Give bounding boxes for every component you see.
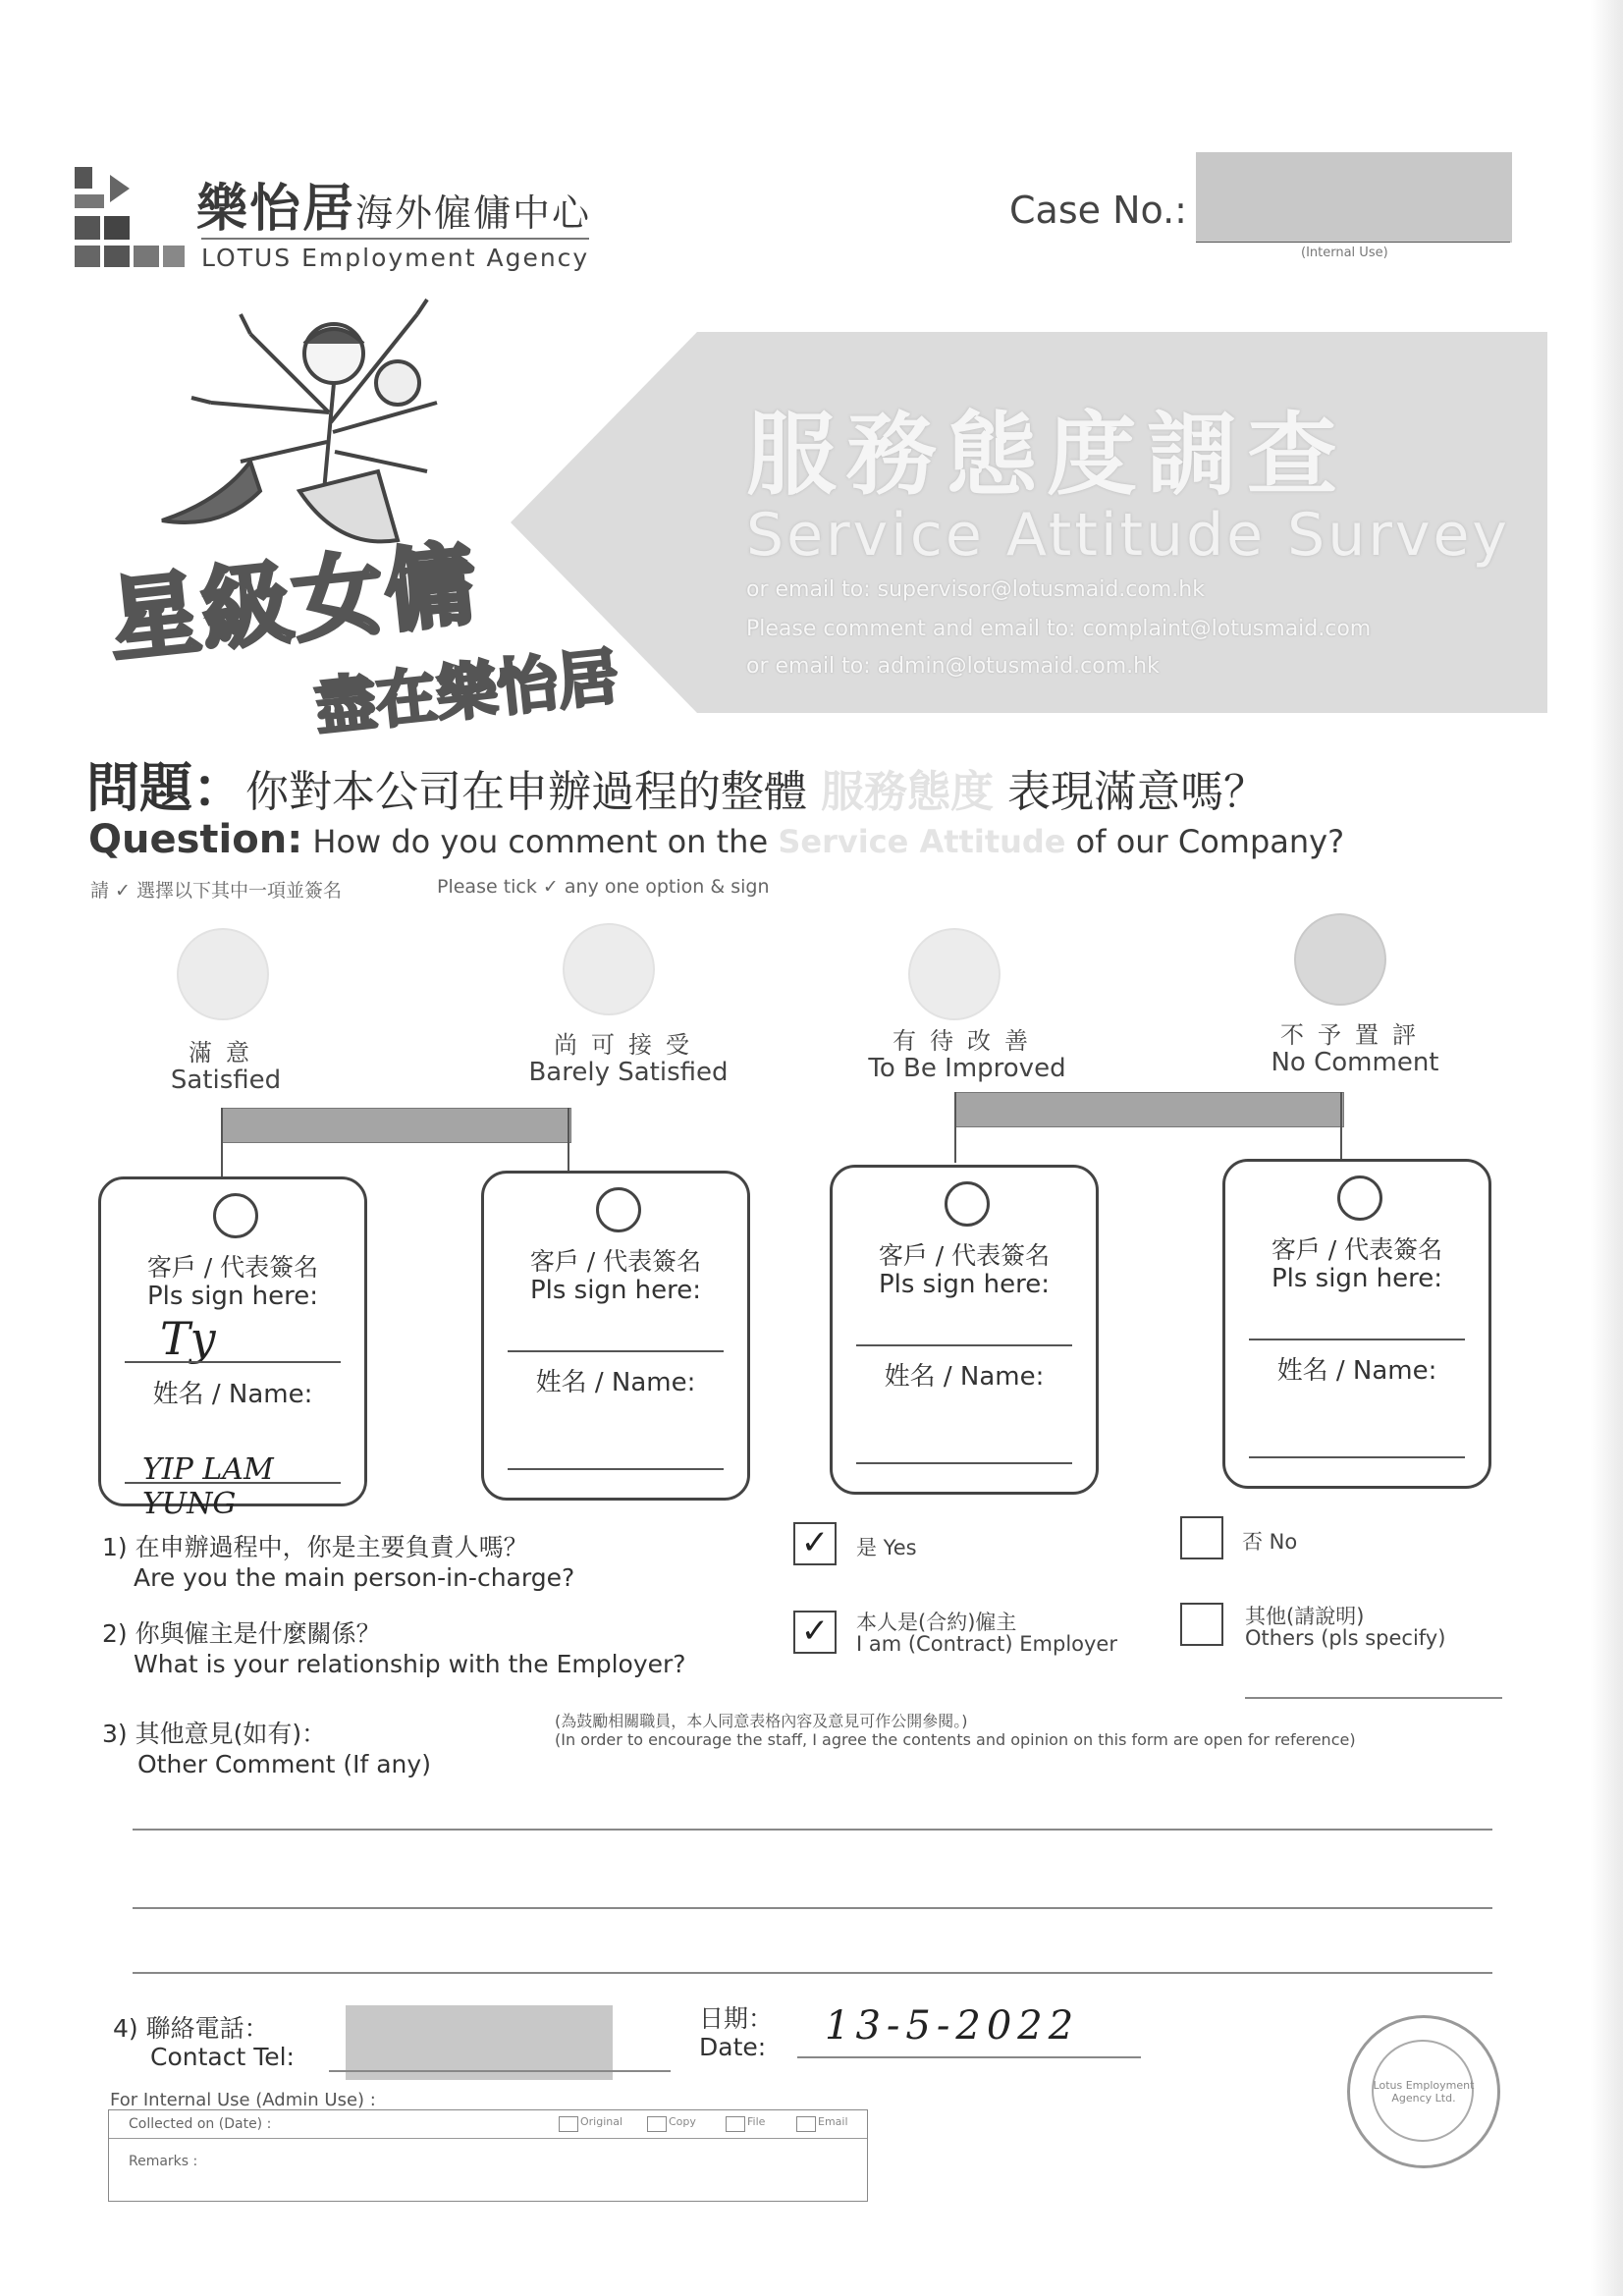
question-zh-faded: 服務態度 xyxy=(821,767,994,817)
slogan-sub: 盡在樂怡居 xyxy=(311,639,622,743)
date-label-zh: 日期： xyxy=(699,2004,774,2033)
name-line xyxy=(508,1468,724,1470)
name-line xyxy=(856,1462,1072,1464)
comment-line-1[interactable] xyxy=(133,1829,1492,1831)
connector-bar-right xyxy=(954,1092,1344,1127)
brand-zh-sub: 海外僱傭中心 xyxy=(355,191,592,235)
option-satisfied-en: Satisfied xyxy=(170,1066,282,1095)
q3-note-zh: (為鼓勵相關職員，本人同意表格內容及意見可作公開參閱。) xyxy=(555,1712,968,1730)
brand-zh-main: 樂怡居 xyxy=(196,180,356,239)
question-zh-part1: 你對本公司在申辦過程的整體 xyxy=(245,767,807,817)
date-line xyxy=(797,2056,1141,2058)
q2-employer-label-zh: 本人是(合約)僱主 xyxy=(856,1611,1017,1634)
card-ring xyxy=(945,1181,990,1227)
slogan-main: 星級女傭 xyxy=(104,530,483,675)
option-satisfied-zh: 滿意 xyxy=(189,1039,263,1066)
page-edge-shadow xyxy=(1591,0,1623,2296)
admin-cb-file-label: File xyxy=(747,2115,766,2128)
q3-zh: 3) 其他意見(如有)： xyxy=(102,1720,327,1748)
admin-checkbox-copy[interactable] xyxy=(647,2116,667,2132)
banner-line-1: or email to: supervisor@lotusmaid.com.hk xyxy=(746,577,1205,602)
card-sign-label-zh: 客戶 / 代表簽名 xyxy=(1271,1235,1443,1264)
signature-card-nocomment[interactable] xyxy=(1222,1159,1491,1489)
question-label-zh: 問題： xyxy=(86,757,245,819)
admin-cb-copy-label: Copy xyxy=(669,2115,696,2128)
question-en xyxy=(88,817,1344,862)
case-number-label: Case No.: xyxy=(1009,189,1187,232)
satisfied-face-icon xyxy=(177,928,269,1020)
q2-en: What is your relationship with the Employer? xyxy=(134,1650,686,1678)
case-number-line xyxy=(1196,242,1510,243)
banner-title-zh: 服務態度調查 xyxy=(746,403,1348,508)
q2-employer-label-en: I am (Contract) Employer xyxy=(856,1632,1117,1656)
option-barely-en: Barely Satisfied xyxy=(528,1058,729,1087)
connector-bar-left xyxy=(221,1108,571,1143)
question-en-faded: Service Attitude xyxy=(778,823,1066,860)
admin-collected-label: Collected on (Date) : xyxy=(129,2116,272,2132)
admin-box xyxy=(108,2109,868,2202)
q2-zh: 2) 你與僱主是什麼關係？ xyxy=(102,1619,381,1648)
question-zh xyxy=(86,746,1267,822)
admin-checkbox-file[interactable] xyxy=(726,2116,745,2132)
q4-zh: 4) 聯絡電話： xyxy=(113,2014,269,2043)
signature-card-barely[interactable] xyxy=(481,1171,750,1501)
connector-line xyxy=(568,1108,569,1171)
signature-line xyxy=(1249,1339,1465,1340)
signature-card-satisfied[interactable] xyxy=(98,1176,367,1521)
card-sign-label-en: Pls sign here: xyxy=(878,1270,1051,1299)
seal-text: Lotus Employment Agency Ltd. xyxy=(1373,2079,1475,2105)
card-ring xyxy=(213,1193,258,1238)
brand-name-en: LOTUS Employment Agency xyxy=(201,238,589,272)
option-improve-en: To Be Improved xyxy=(868,1054,1066,1083)
admin-row-divider xyxy=(109,2138,867,2139)
barely-satisfied-face-icon xyxy=(563,923,655,1015)
comment-line-2[interactable] xyxy=(133,1907,1492,1909)
q3-en: Other Comment (If any) xyxy=(137,1750,431,1778)
admin-checkbox-email[interactable] xyxy=(796,2116,816,2132)
q1-en: Are you the main person-in-charge? xyxy=(134,1563,575,1592)
logo-icon xyxy=(71,165,187,271)
contact-tel-line xyxy=(329,2070,671,2072)
q2-others-label-en: Others (pls specify) xyxy=(1245,1626,1446,1650)
instruction-en: Please tick ✓ any one option & sign xyxy=(437,876,770,898)
no-comment-face-icon xyxy=(1294,913,1386,1006)
signature-line xyxy=(856,1344,1072,1346)
case-number-redacted xyxy=(1196,152,1512,243)
question-en-part1: How do you comment on the xyxy=(312,823,769,860)
card-sign-label-en: Pls sign here: xyxy=(146,1282,319,1311)
signature-handwritten: Ty xyxy=(160,1312,216,1365)
name-line xyxy=(125,1482,341,1484)
banner-line-2: Please comment and email to: complaint@lotusmaid.com xyxy=(746,617,1372,641)
admin-checkbox-original[interactable] xyxy=(559,2116,578,2132)
connector-line xyxy=(1340,1092,1342,1161)
signature-card-improve[interactable] xyxy=(830,1165,1099,1495)
admin-title: For Internal Use (Admin Use) : xyxy=(110,2090,376,2110)
date-handwritten: 13-5-2022 xyxy=(825,2003,1080,2049)
card-ring xyxy=(1337,1175,1382,1221)
option-barely-zh: 尚可接受 xyxy=(554,1031,703,1059)
signature-line xyxy=(508,1350,724,1352)
q3-note-en: (In order to encourage the staff, I agree the contents and opinion on this form are open for reference) xyxy=(555,1730,1356,1749)
signature-line xyxy=(125,1361,341,1363)
card-name-label: 姓名 / Name: xyxy=(152,1380,313,1409)
question-zh-part2: 表現滿意嗎？ xyxy=(1007,767,1267,817)
q1-no-label: 否 No xyxy=(1242,1530,1298,1554)
card-name-label: 姓名 / Name: xyxy=(535,1368,696,1397)
option-nocomment-en: No Comment xyxy=(1271,1048,1439,1077)
card-ring xyxy=(596,1187,641,1232)
connector-line xyxy=(221,1108,223,1176)
q4-en: Contact Tel: xyxy=(150,2043,295,2071)
admin-remarks-label: Remarks : xyxy=(129,2154,198,2169)
question-label-en: Question: xyxy=(88,817,303,862)
q1-yes-checkbox[interactable]: ✓ xyxy=(793,1522,837,1565)
name-line xyxy=(1249,1456,1465,1458)
admin-cb-email-label: Email xyxy=(818,2115,848,2128)
option-improve-zh: 有待改善 xyxy=(893,1027,1042,1055)
q2-others-label-zh: 其他(請說明) xyxy=(1245,1605,1365,1628)
card-sign-label-en: Pls sign here: xyxy=(529,1276,702,1305)
to-be-improved-face-icon xyxy=(908,928,1001,1020)
banner-title-en: Service Attitude Survey xyxy=(746,501,1510,570)
internal-use-note: (Internal Use) xyxy=(1301,246,1388,260)
card-sign-label-zh: 客戶 / 代表簽名 xyxy=(529,1247,702,1276)
q1-yes-label: 是 Yes xyxy=(856,1536,917,1559)
q1-zh: 1) 在申辦過程中，你是主要負責人嗎？ xyxy=(102,1533,528,1561)
admin-cb-original-label: Original xyxy=(580,2115,623,2128)
card-name-label: 姓名 / Name: xyxy=(1276,1356,1437,1386)
name-handwritten: YIP LAM YUNG xyxy=(142,1452,274,1521)
question-en-part2: of our Company? xyxy=(1075,823,1345,860)
card-name-label: 姓名 / Name: xyxy=(884,1362,1045,1392)
banner-line-3: or email to: admin@lotusmaid.com.hk xyxy=(746,654,1160,679)
connector-line xyxy=(954,1092,956,1163)
option-nocomment-zh: 不予置評 xyxy=(1280,1021,1430,1049)
q1-no-checkbox[interactable] xyxy=(1180,1516,1223,1559)
card-sign-label-zh: 客戶 / 代表簽名 xyxy=(146,1253,319,1282)
q2-others-checkbox[interactable] xyxy=(1180,1603,1223,1646)
card-sign-label-en: Pls sign here: xyxy=(1271,1264,1443,1293)
brand-name-zh xyxy=(196,167,591,241)
comment-line-3[interactable] xyxy=(133,1972,1492,1974)
date-label-en: Date: xyxy=(699,2033,767,2061)
contact-tel-redacted xyxy=(346,2005,613,2080)
card-sign-label-zh: 客戶 / 代表簽名 xyxy=(878,1241,1051,1270)
others-specify-line xyxy=(1245,1697,1502,1699)
instruction-zh: 請 ✓ 選擇以下其中一項並簽名 xyxy=(90,880,342,902)
q2-employer-checkbox[interactable]: ✓ xyxy=(793,1611,837,1654)
company-seal xyxy=(1347,2015,1500,2168)
